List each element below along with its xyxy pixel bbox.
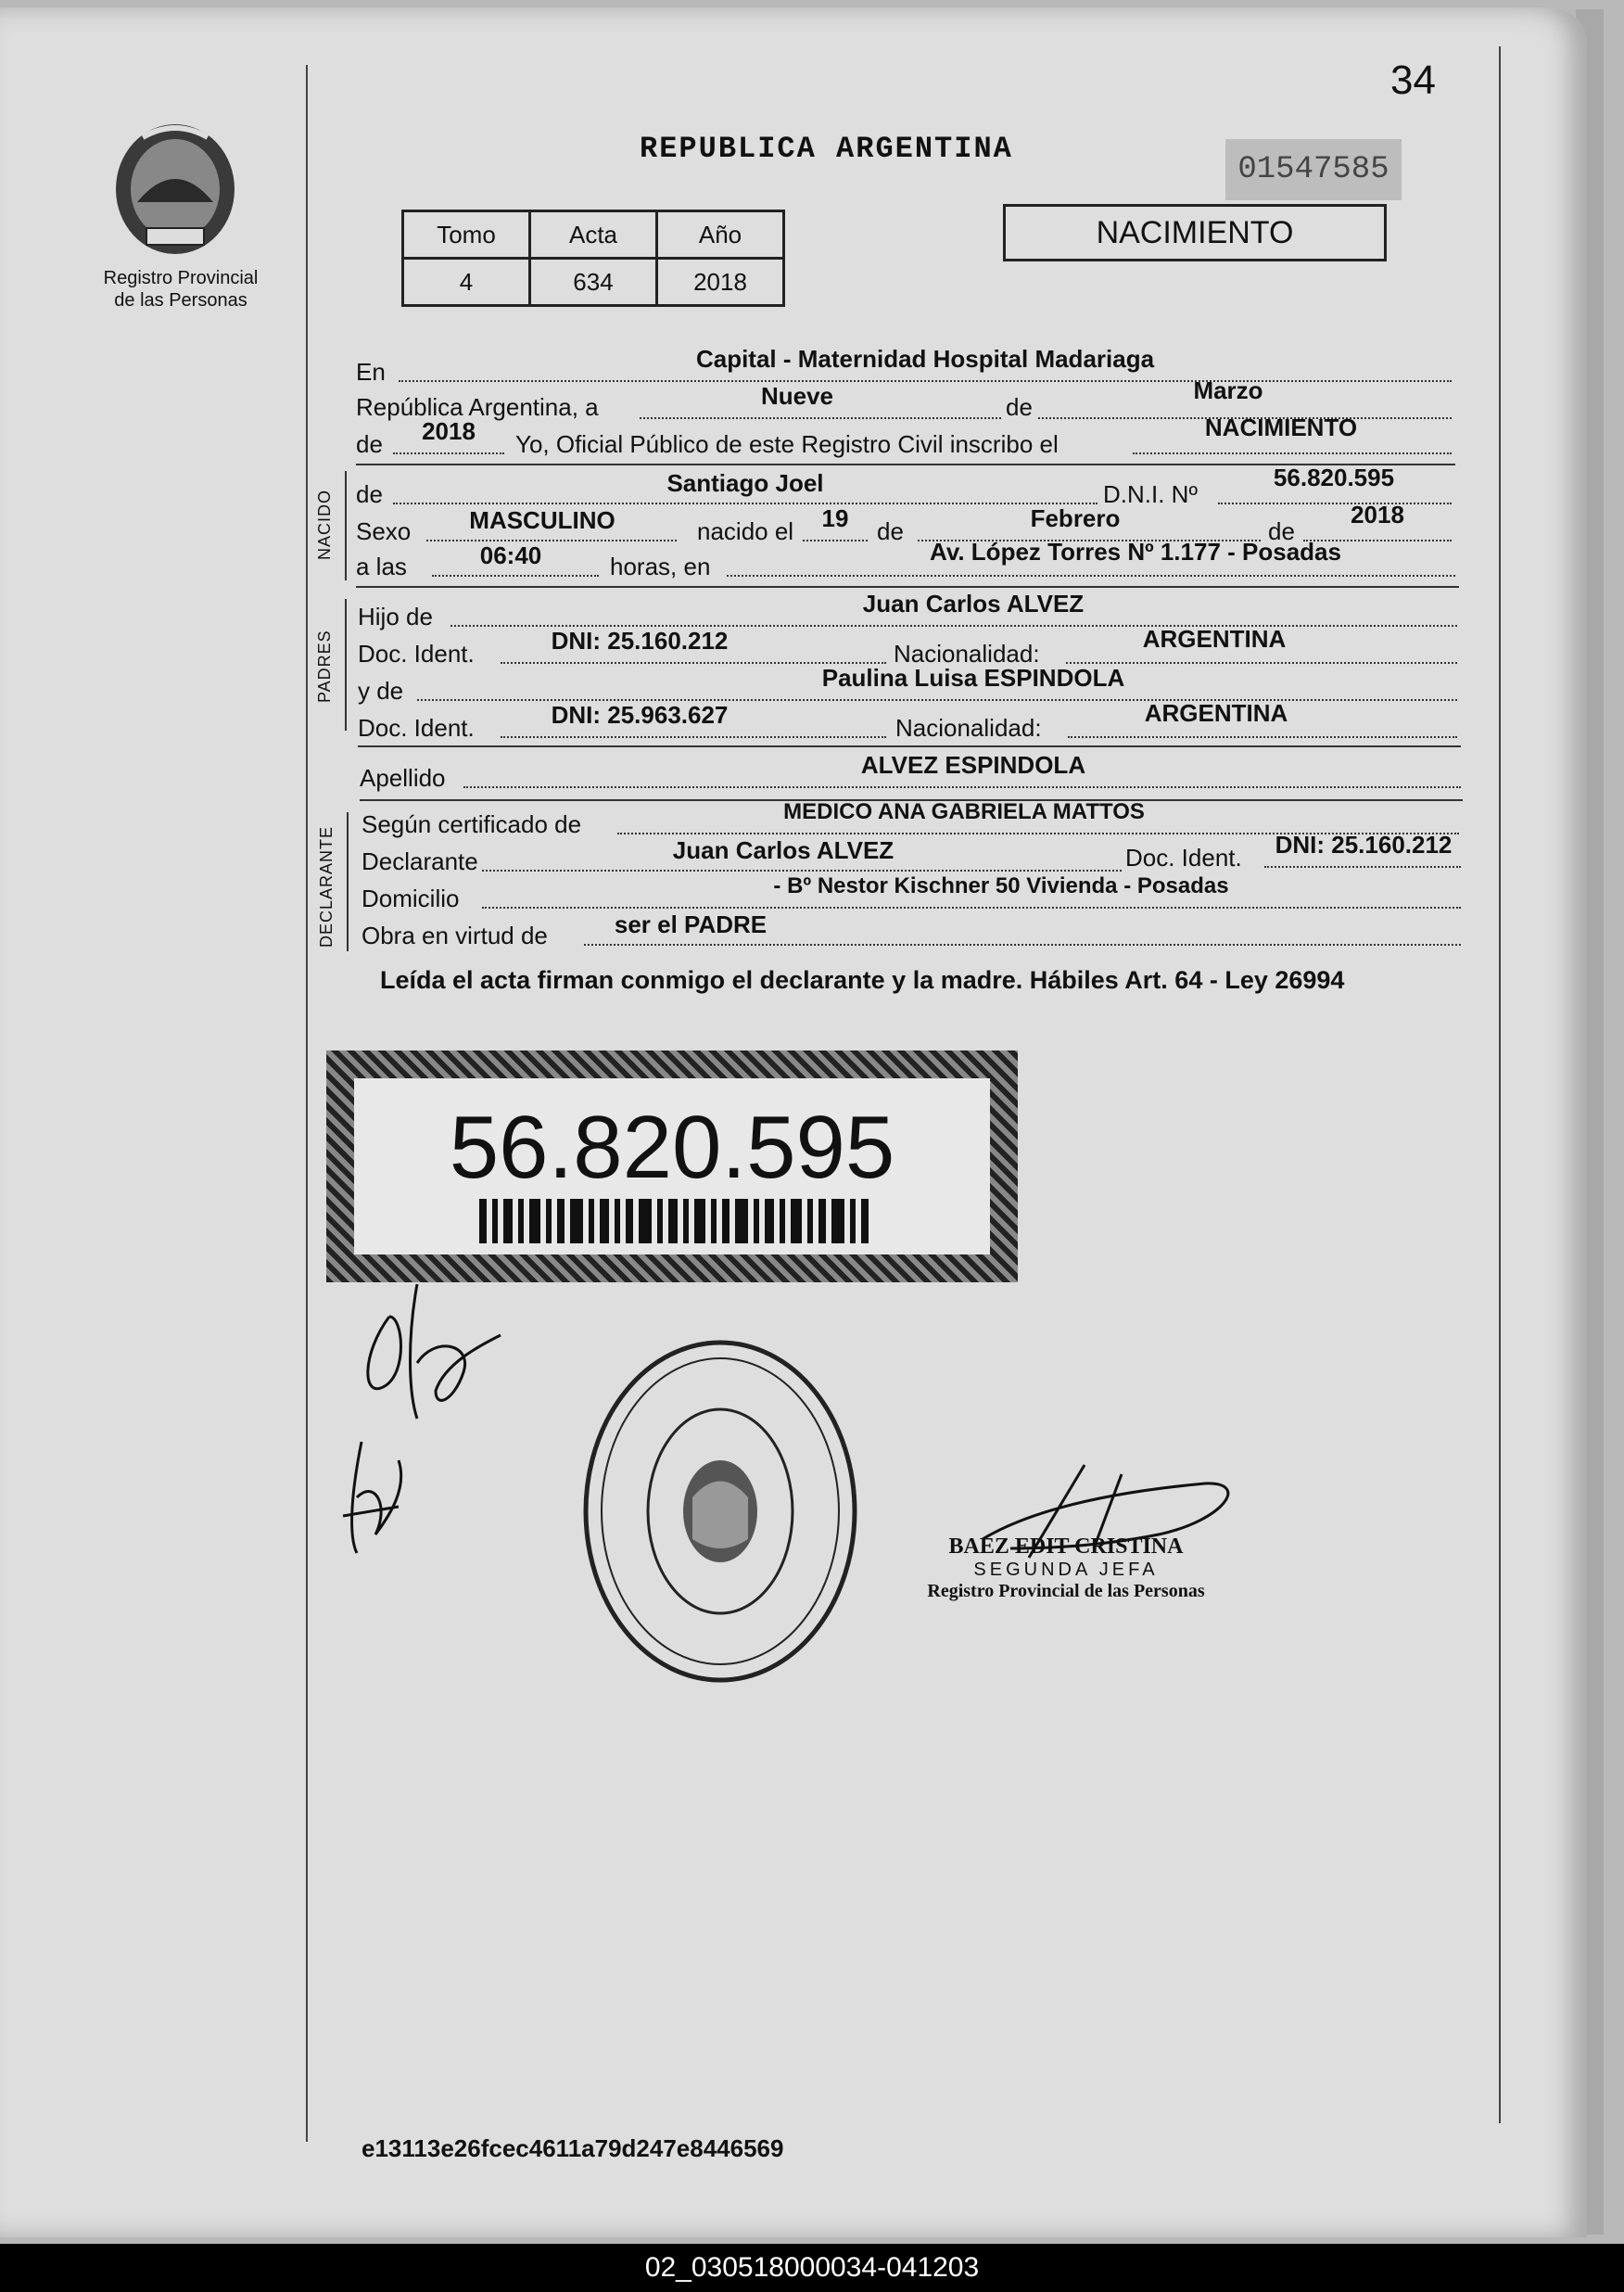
tomo-value: 4 — [403, 259, 530, 306]
declarante-doc-label: Doc. Ident. — [1125, 844, 1242, 872]
registry-table-header-row — [403, 211, 784, 259]
country-title: REPUBLICA ARGENTINA — [640, 132, 1013, 166]
birth-year-value: 2018 — [1351, 501, 1404, 528]
scan-footer-id: 02_030518000034-041203 — [0, 2244, 1624, 2292]
inscribe-type-value: NACIMIENTO — [1204, 414, 1358, 441]
mother-name-value: Paulina Luisa ESPINDOLA — [821, 664, 1125, 692]
declarante-doc-value: DNI: 25.160.212 — [1275, 831, 1453, 859]
id-number-stamp — [326, 1050, 1018, 1282]
acta-value: 634 — [530, 259, 657, 306]
apellido-value: ALVEZ ESPINDOLA — [860, 751, 1086, 779]
birth-day-value: 19 — [821, 504, 849, 532]
child-name-value: Santiago Joel — [666, 469, 824, 497]
document-hash: e13113e26fcec4611a79d247e8446569 — [362, 2134, 784, 2162]
id-stamp-inner — [354, 1078, 990, 1254]
declarante-bracket — [347, 812, 349, 951]
nacido-de-label: de — [356, 480, 383, 508]
mother-nationality-label: Nacionalidad: — [895, 714, 1042, 742]
declarante-name-value: Juan Carlos ALVEZ — [672, 836, 894, 864]
anio-value: 2018 — [657, 259, 784, 306]
year-value: 2018 — [422, 417, 476, 445]
sexo-value: MASCULINO — [469, 506, 615, 534]
father-nationality-label: Nacionalidad: — [894, 640, 1040, 668]
de-label-3: de — [877, 517, 904, 545]
father-nationality-value: ARGENTINA — [1142, 625, 1287, 653]
birth-place-value: Av. López Torres Nº 1.177 - Posadas — [930, 538, 1341, 566]
birth-month-value: Febrero — [1030, 504, 1121, 532]
registry-caption-line2: de las Personas — [114, 290, 247, 311]
certificado-value: MEDICO ANA GABRIELA MATTOS — [783, 799, 1145, 824]
de-label-2: de — [356, 430, 383, 458]
left-margin-line — [306, 65, 308, 2142]
oficial-text: Yo, Oficial Público de este Registro Civil inscribo el — [515, 430, 1059, 458]
col-acta-header: Acta — [530, 211, 657, 259]
de-label-1: de — [1006, 393, 1033, 421]
domicilio-value: - Bº Nestor Kischner 50 Vivienda - Posadas — [773, 873, 1229, 898]
domicilio-label: Domicilio — [362, 885, 460, 912]
day-value: Nueve — [760, 382, 834, 410]
republic-label: República Argentina, a — [356, 393, 599, 421]
official-role: SEGUNDA JEFA — [973, 1560, 1159, 1580]
legal-text: Leída el acta firman conmigo el declarante y la madre. Hábiles Art. 64 - Ley 26994 — [380, 966, 1345, 994]
document-type-box: NACIMIENTO — [1003, 204, 1387, 261]
official-org: Registro Provincial de las Personas — [927, 1581, 1205, 1601]
mother-nationality-value: ARGENTINA — [1144, 699, 1288, 727]
col-anio-header: Año — [657, 211, 784, 259]
mother-doc-label: Doc. Ident. — [358, 714, 475, 742]
official-signature-block — [908, 1534, 1224, 1602]
mother-doc-value: DNI: 25.963.627 — [551, 701, 729, 729]
horas-label: horas, en — [610, 553, 711, 580]
father-doc-value: DNI: 25.160.212 — [551, 627, 729, 655]
de-label-4: de — [1268, 517, 1295, 545]
apellido-label: Apellido — [360, 764, 446, 792]
nacido-bracket — [345, 471, 347, 580]
place-value: Capital - Maternidad Hospital Madariaga — [695, 345, 1155, 373]
padres-bracket — [345, 599, 347, 731]
obra-label: Obra en virtud de — [362, 922, 548, 949]
hijo-de-label: Hijo de — [358, 603, 433, 630]
obra-value: ser el PADRE — [614, 910, 768, 938]
time-value: 06:40 — [479, 541, 542, 569]
a-las-label: a las — [356, 553, 407, 580]
dni-label: D.N.I. Nº — [1103, 480, 1198, 508]
mother-signature — [334, 1432, 426, 1562]
registry-caption — [88, 267, 273, 312]
nacido-section-label: NACIDO — [315, 489, 334, 560]
declarante-section-label: DECLARANTE — [317, 825, 336, 948]
barcode-graphic — [479, 1199, 869, 1243]
official-name: BAEZ EDIT CRISTINA — [948, 1534, 1184, 1559]
divider-3 — [358, 745, 1461, 747]
registry-table — [401, 210, 785, 307]
declarant-signature — [352, 1280, 510, 1428]
father-name-value: Juan Carlos ALVEZ — [862, 590, 1085, 618]
child-dni-value: 56.820.595 — [1273, 464, 1395, 491]
divider-2 — [356, 586, 1459, 588]
page-number: 34 — [1390, 57, 1436, 103]
father-doc-label: Doc. Ident. — [358, 640, 475, 668]
provincial-registry-oval-stamp — [577, 1335, 864, 1687]
en-label: En — [356, 358, 386, 386]
id-stamp-number: 56.820.595 — [449, 1098, 895, 1197]
col-tomo-header: Tomo — [403, 211, 530, 259]
month-value: Marzo — [1193, 376, 1263, 404]
certificado-label: Según certificado de — [362, 810, 582, 838]
padres-section-label: PADRES — [315, 630, 334, 703]
misiones-shield-logo — [109, 119, 241, 260]
registry-table-value-row — [403, 259, 784, 306]
nacido-el-label: nacido el — [697, 517, 794, 545]
right-margin-line — [1499, 46, 1501, 2123]
sexo-label: Sexo — [356, 517, 412, 545]
declarante-label: Declarante — [362, 847, 478, 875]
registry-caption-line1: Registro Provincial — [103, 268, 259, 288]
y-de-label: y de — [358, 677, 404, 705]
serial-number-label: 01547585 — [1225, 139, 1402, 200]
